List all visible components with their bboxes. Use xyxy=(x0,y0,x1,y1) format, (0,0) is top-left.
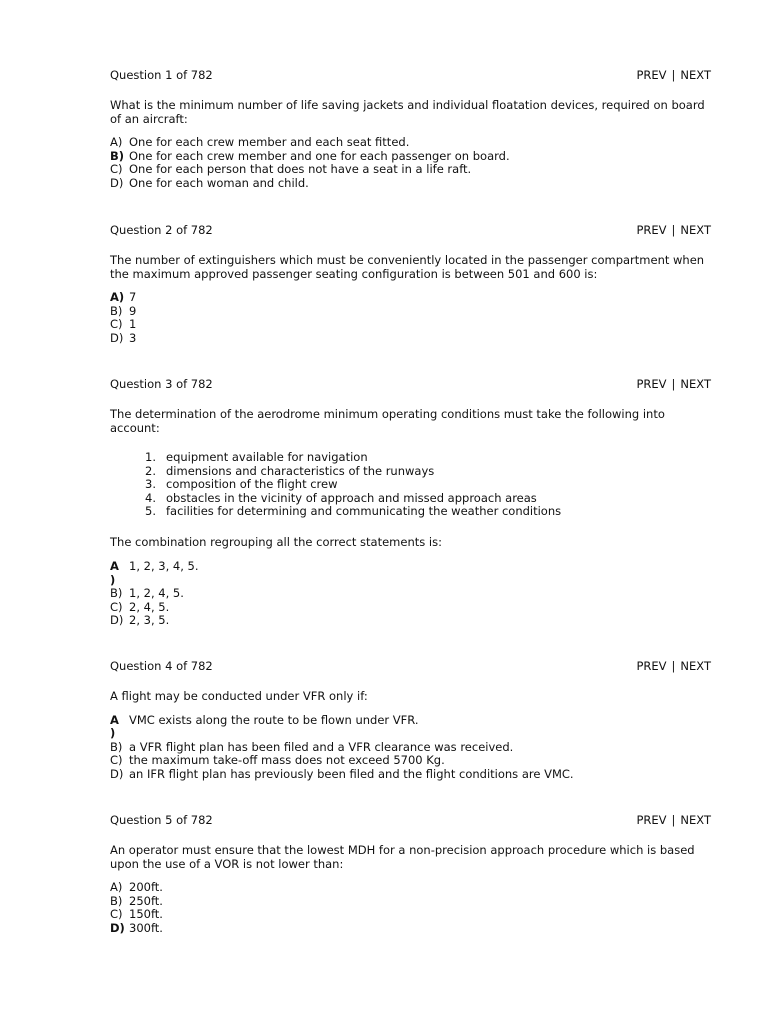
option-key: A) xyxy=(110,135,123,149)
option-key: C) xyxy=(110,907,123,921)
question-block xyxy=(110,68,711,190)
answer-options xyxy=(110,291,711,345)
statement-list xyxy=(110,451,711,519)
option-text: 1, 2, 4, 5. xyxy=(129,586,184,600)
statement-text: composition of the flight crew xyxy=(166,477,338,491)
question-block xyxy=(110,659,711,781)
answer-option[interactable] xyxy=(110,332,711,346)
question-header xyxy=(110,223,711,237)
option-text: 3 xyxy=(129,330,137,345)
answer-option[interactable] xyxy=(110,136,711,150)
question-block xyxy=(110,813,711,935)
answer-option[interactable] xyxy=(110,150,711,164)
statement-number: 1. xyxy=(145,450,156,464)
answer-option[interactable] xyxy=(110,305,711,319)
nav-separator: | xyxy=(671,813,676,827)
answer-option[interactable] xyxy=(110,318,711,332)
option-text: 2, 4, 5. xyxy=(129,599,170,614)
option-key-paren: ) xyxy=(110,572,116,587)
nav-separator: | xyxy=(671,223,676,237)
question-nav xyxy=(636,377,711,391)
statement-number: 2. xyxy=(145,463,156,478)
prev-link[interactable]: PREV xyxy=(636,377,667,391)
question-stem: The determination of the aerodrome minimum operating conditions must take the following into account: xyxy=(110,407,665,435)
combination-prompt: The combination regrouping all the correct statements is: xyxy=(110,534,442,549)
statement-text: equipment available for navigation xyxy=(166,450,368,464)
answer-option[interactable] xyxy=(110,768,711,782)
answer-options xyxy=(110,881,711,935)
option-key-letter: A xyxy=(110,559,119,573)
statement-number: 4. xyxy=(145,490,156,505)
answer-option[interactable] xyxy=(110,163,711,177)
option-key: B) xyxy=(110,303,123,318)
option-text: 9 xyxy=(129,303,137,318)
answer-option[interactable] xyxy=(110,177,711,191)
option-text: 300ft. xyxy=(129,920,163,935)
answer-option[interactable] xyxy=(110,291,711,305)
answer-option[interactable] xyxy=(110,741,711,755)
statement-item xyxy=(110,451,711,465)
answer-option[interactable] xyxy=(110,922,711,936)
answer-option[interactable] xyxy=(110,754,711,768)
option-key-correct: D) xyxy=(110,920,125,935)
statement-text: dimensions and characteristics of the runways xyxy=(166,463,435,478)
statement-number: 3. xyxy=(145,477,156,491)
option-key: C) xyxy=(110,317,123,331)
option-text: One for each crew member and one for each passenger on board. xyxy=(129,148,510,163)
prev-link[interactable]: PREV xyxy=(636,659,667,673)
option-text: the maximum take-off mass does not exceed 5700 Kg. xyxy=(129,753,445,767)
question-counter: Question 4 of 782 xyxy=(110,659,213,673)
prev-link[interactable]: PREV xyxy=(636,223,667,237)
next-link[interactable]: NEXT xyxy=(680,377,711,391)
answer-option[interactable] xyxy=(110,714,711,741)
option-text: 250ft. xyxy=(129,893,163,908)
option-text: One for each crew member and each seat fitted. xyxy=(129,135,410,149)
statement-item xyxy=(110,492,711,506)
question-header xyxy=(110,813,711,827)
statement-number: 5. xyxy=(145,504,156,518)
answer-option[interactable] xyxy=(110,908,711,922)
option-text: an IFR flight plan has previously been filed and the flight conditions are VMC. xyxy=(129,766,574,781)
question-nav xyxy=(636,223,711,237)
option-key: C) xyxy=(110,753,123,767)
option-key: D) xyxy=(110,175,124,190)
option-key: B) xyxy=(110,893,123,908)
question-stem: An operator must ensure that the lowest MDH for a non-precision approach procedure which is based upon the use of a VOR is not lower than: xyxy=(110,843,695,871)
answer-options xyxy=(110,560,711,628)
option-key: B) xyxy=(110,739,123,754)
option-text: 7 xyxy=(129,290,137,304)
prev-link[interactable]: PREV xyxy=(636,813,667,827)
next-link[interactable]: NEXT xyxy=(680,223,711,237)
option-text: 2, 3, 5. xyxy=(129,613,170,627)
question-nav xyxy=(636,659,711,673)
question-counter: Question 3 of 782 xyxy=(110,377,213,391)
question-block xyxy=(110,377,711,628)
statement-item xyxy=(110,478,711,492)
question-header xyxy=(110,659,711,673)
option-text: 1 xyxy=(129,317,137,331)
option-key: D) xyxy=(110,330,124,345)
statement-text: facilities for determining and communicating the weather conditions xyxy=(166,504,562,518)
option-key: C) xyxy=(110,599,123,614)
question-header xyxy=(110,68,711,82)
answer-option[interactable] xyxy=(110,895,711,909)
question-stem: The number of extinguishers which must be conveniently located in the passenger compartment when the maximum approved passenger seating configuration is between 501 and 600 is: xyxy=(110,253,705,281)
question-nav xyxy=(636,813,711,827)
answer-option[interactable] xyxy=(110,614,711,628)
nav-separator: | xyxy=(671,68,676,82)
option-key: B) xyxy=(110,586,123,600)
option-key-correct xyxy=(110,560,122,587)
question-stem: A flight may be conducted under VFR only if: xyxy=(110,689,368,703)
question-block xyxy=(110,223,711,345)
answer-options xyxy=(110,136,711,190)
option-text: a VFR flight plan has been filed and a VFR clearance was received. xyxy=(129,739,514,754)
question-header xyxy=(110,377,711,391)
option-key-letter: A xyxy=(110,712,119,727)
question-stem: What is the minimum number of life saving jackets and individual floatation devices, required on board of an aircraft: xyxy=(110,98,705,126)
question-counter: Question 5 of 782 xyxy=(110,813,213,827)
statement-item xyxy=(110,465,711,479)
option-key: A) xyxy=(110,880,123,894)
option-text: VMC exists along the route to be flown under VFR. xyxy=(129,712,419,727)
question-counter: Question 2 of 782 xyxy=(110,223,213,237)
option-key-correct: A) xyxy=(110,290,125,304)
option-key: D) xyxy=(110,613,124,627)
option-text: One for each woman and child. xyxy=(129,175,309,190)
option-key: D) xyxy=(110,766,124,781)
option-text: One for each person that does not have a seat in a life raft. xyxy=(129,162,472,176)
statement-text: obstacles in the vicinity of approach and missed approach areas xyxy=(166,490,537,505)
next-link[interactable]: NEXT xyxy=(680,813,711,827)
option-key-correct xyxy=(110,714,122,741)
option-key: C) xyxy=(110,162,123,176)
answer-options xyxy=(110,714,711,782)
next-link[interactable]: NEXT xyxy=(680,68,711,82)
prev-link[interactable]: PREV xyxy=(636,68,667,82)
nav-separator: | xyxy=(671,659,676,673)
option-text: 150ft. xyxy=(129,907,163,921)
next-link[interactable]: NEXT xyxy=(680,659,711,673)
option-key-correct: B) xyxy=(110,148,125,163)
nav-separator: | xyxy=(671,377,676,391)
question-nav xyxy=(636,68,711,82)
option-key-paren: ) xyxy=(110,726,116,740)
option-text: 200ft. xyxy=(129,880,163,894)
answer-option[interactable] xyxy=(110,560,711,587)
statement-item xyxy=(110,505,711,519)
answer-option[interactable] xyxy=(110,587,711,601)
answer-option[interactable] xyxy=(110,881,711,895)
option-text: 1, 2, 3, 4, 5. xyxy=(129,559,199,573)
question-counter: Question 1 of 782 xyxy=(110,68,213,82)
answer-option[interactable] xyxy=(110,601,711,615)
